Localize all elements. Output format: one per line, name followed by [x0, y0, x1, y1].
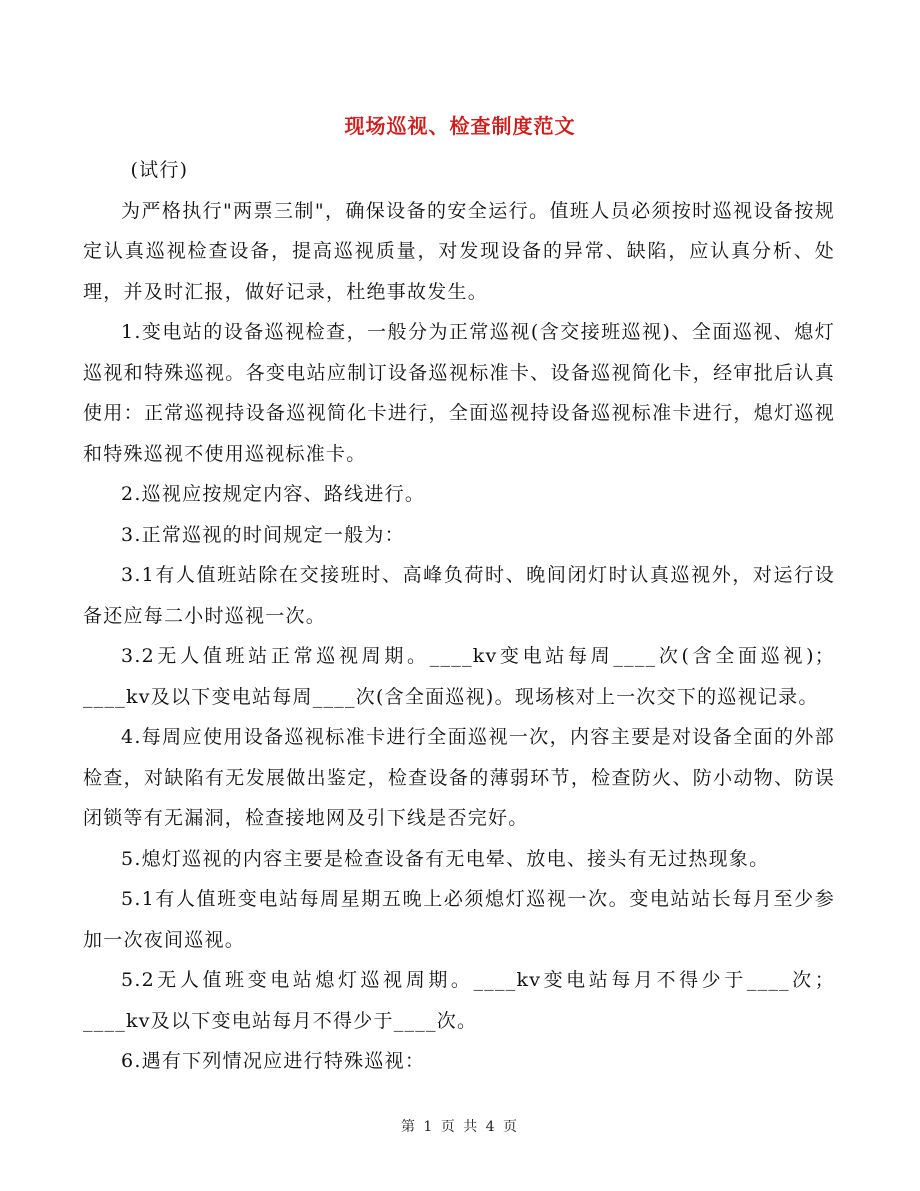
paragraph-item-1: 1.变电站的设备巡视检查，一般分为正常巡视(含交接班巡视)、全面巡视、熄灯巡视和特殊巡视。各变电站应制订设备巡视标准卡、设备巡视简化卡，经审批后认真使用：正常巡视持设备巡视简化卡进行，全面巡视持设备巡视标准卡进行，熄灯巡视和特殊巡视不使用巡视标准卡。: [83, 321, 835, 465]
paragraph-item-5: 5.熄灯巡视的内容主要是检查设备有无电晕、放电、接头有无过热现象。: [121, 847, 770, 870]
paragraph-item-3: 3.正常巡视的时间规定一般为：: [121, 523, 405, 546]
paragraph-item-6: 6.遇有下列情况应进行特殊巡视：: [121, 1050, 426, 1072]
paragraph-item-4: 4.每周应使用设备巡视标准卡进行全面巡视一次，内容主要是对设备全面的外部检查，对缺陷有无发展做出鉴定，检查设备的薄弱环节，检查防火、防小动物、防误闭锁等有无漏洞，检查接地网及引下线是否完好。: [83, 726, 835, 829]
paragraph-item-5-1: 5.1有人值班变电站每周星期五晚上必须熄灯巡视一次。变电站站长每月至少参加一次夜间巡视。: [83, 888, 835, 951]
paragraph-item-5-2: 5.2无人值班变电站熄灯巡视周期。____kv变电站每月不得少于____次；____kv及以下变电站每月不得少于____次。: [83, 969, 835, 1032]
document-body: [83, 150, 835, 1082]
paragraph-item-3-2: 3.2无人值班站正常巡视周期。____kv变电站每周____次(含全面巡视)；____kv及以下变电站每周____次(含全面巡视)。现场核对上一次交下的巡视记录。: [83, 645, 835, 708]
document-title: 现场巡视、检查制度范文: [344, 114, 576, 138]
paragraph-item-3-1: 3.1有人值班站除在交接班时、高峰负荷时、晚间闭灯时认真巡视外，对运行设备还应每二小时巡视一次。: [83, 564, 835, 627]
paragraph-item-2: 2.巡视应按规定内容、路线进行。: [121, 483, 426, 505]
paragraph-intro: 为严格执行"两票三制"，确保设备的安全运行。值班人员必须按时巡视设备按规定认真巡视检查设备，提高巡视质量，对发现设备的异常、缺陷，应认真分析、处理，并及时汇报，做好记录，杜绝事故发生。: [83, 199, 835, 303]
page-footer: 第 1 页 共 4 页: [400, 1119, 520, 1135]
paragraph-trial-note: (试行): [130, 159, 189, 181]
